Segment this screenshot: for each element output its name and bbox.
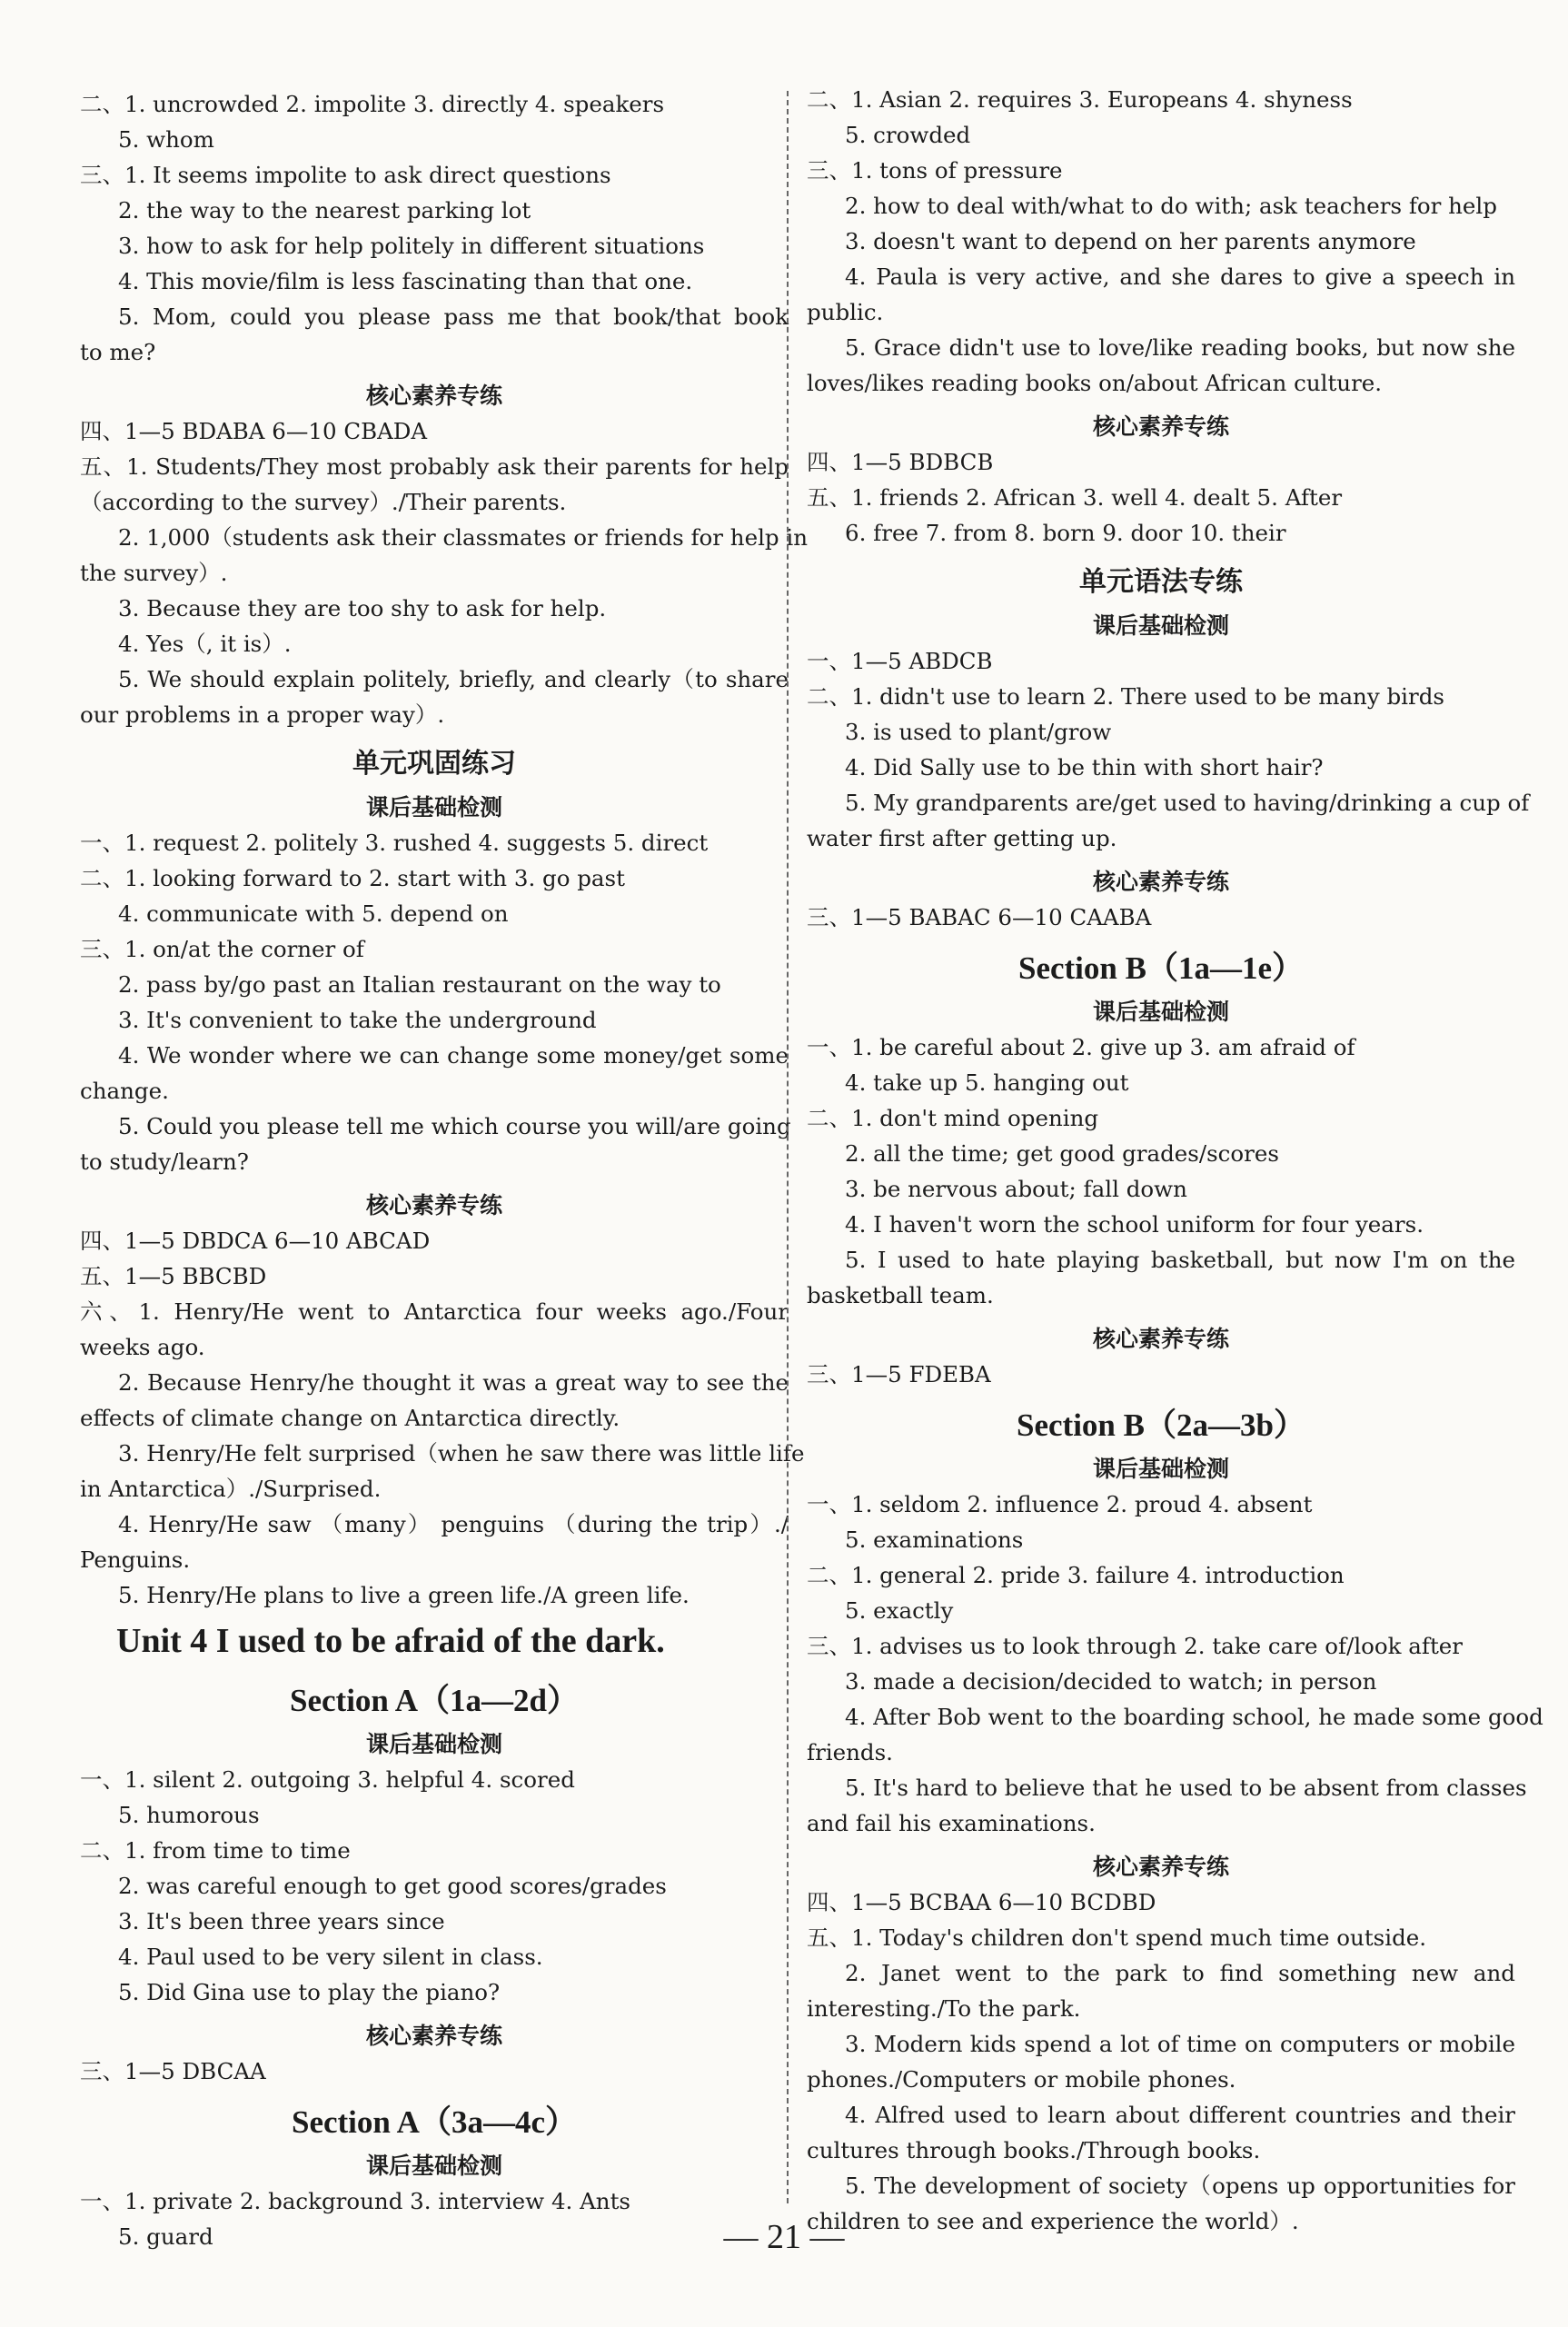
section-subheading: 核心素养专练 [365,383,502,409]
answer-line: weeks ago. [80,1334,205,1360]
answer-line: 4. I haven't worn the school uniform for four years. [845,1211,1424,1238]
answer-line: cultures through books./Through books. [807,2137,1261,2163]
section-title: Section A（1a—2d） [290,1683,579,1718]
answer-line: 4. Yes（, it is）. [118,631,292,657]
answer-line: 二、1. general 2. pride 3. failure 4. introduction [807,1562,1345,1588]
answer-line: water first after getting up. [807,825,1117,851]
answer-line: 二、1. looking forward to 2. start with 3. go past [80,865,625,891]
answer-line: 5. whom [118,126,214,153]
answer-line: 三、1—5 FDEBA [807,1361,991,1387]
answer-line: 5. Could you please tell me which course you will/are going [118,1113,791,1139]
answer-line: 4. take up 5. hanging out [845,1069,1129,1096]
answer-line: 5. humorous [118,1802,260,1828]
answer-line: 6. free 7. from 8. born 9. door 10. their [845,520,1286,546]
answer-line: 三、1. tons of pressure [807,157,1063,184]
answer-line: 2. was careful enough to get good scores/grades [118,1873,667,1899]
answer-line: friends. [807,1739,893,1765]
answer-line: 四、1—5 BCBAA 6—10 BCDBD [807,1889,1156,1915]
answer-line: 5. exactly [845,1597,954,1624]
answer-line: 5. guard [118,2223,213,2250]
answer-line: 5. Mom, could you please pass me that book/that book [118,303,789,330]
answer-line: 2. 1,000（students ask their classmates or friends for help in [118,524,808,551]
answer-line: 四、1—5 BDBCB [807,449,994,475]
answer-line: 一、1—5 ABDCB [807,648,993,674]
answer-line: 4. After Bob went to the boarding school, he made some good [845,1704,1543,1730]
section-subheading: 课后基础检测 [365,2153,502,2179]
answer-line: effects of climate change on Antarctica directly. [80,1405,620,1431]
section-subheading: 核心素养专练 [365,1192,502,1218]
answer-line: 5. I used to hate playing basketball, but now I'm on the [845,1247,1515,1273]
answer-line: 3. doesn't want to depend on her parents anymore [845,228,1416,254]
answer-line: 3. be nervous about; fall down [845,1176,1187,1202]
answer-line: 4. Paul used to be very silent in class. [118,1944,543,1970]
answer-line: 5. Did Gina use to play the piano? [118,1979,501,2005]
section-subheading: 课后基础检测 [1092,999,1229,1025]
answer-line: Penguins. [80,1546,191,1573]
answer-line: 4. Alfred used to learn about different countries and their [845,2102,1515,2128]
answer-line: 5. Henry/He plans to live a green life./A green life. [118,1582,690,1608]
section-title: Section B（1a—1e） [1017,950,1304,986]
answer-line: 二、1. from time to time [80,1837,351,1864]
answer-line: interesting./To the park. [807,1995,1081,2022]
answer-line: 五、1—5 BBCBD [80,1263,267,1289]
answer-line: 2. how to deal with/what to do with; ask teachers for help [845,193,1497,219]
answer-line: 二、1. Asian 2. requires 3. Europeans 4. shyness [807,86,1353,113]
answer-line: 2. pass by/go past an Italian restaurant on the way to [118,971,721,998]
answer-line: 一、1. be careful about 2. give up 3. am afraid of [807,1034,1355,1060]
section-subheading: 核心素养专练 [1092,413,1229,440]
answer-line: 2. the way to the nearest parking lot [118,197,531,224]
page-number: — 21 — [723,2218,845,2256]
answer-line: 3. Because they are too shy to ask for help. [118,595,607,622]
section-subheading: 核心素养专练 [1092,869,1229,895]
answer-line: phones./Computers or mobile phones. [807,2066,1236,2093]
answer-line: 一、1. silent 2. outgoing 3. helpful 4. scored [80,1766,575,1793]
answer-line: change. [80,1078,169,1104]
answer-line: 三、1—5 BABAC 6—10 CAABA [807,904,1152,930]
answer-line: 三、1. It seems impolite to ask direct questions [80,162,611,188]
answer-line: 四、1—5 BDABA 6—10 CBADA [80,418,428,444]
answer-line: 2. all the time; get good grades/scores [845,1140,1279,1167]
answer-line: 5. It's hard to believe that he used to be absent from classes [845,1775,1527,1801]
answer-line: 5. We should explain politely, briefly, and clearly（to share [118,666,789,692]
section-subheading: 核心素养专练 [1092,1854,1229,1880]
answer-line: 2. Because Henry/he thought it was a great way to see the [118,1369,789,1396]
answer-line: 3. made a decision/decided to watch; in person [845,1668,1377,1695]
answer-line: 3. how to ask for help politely in different situations [118,233,705,259]
answer-line: loves/likes reading books on/about African culture. [807,370,1383,396]
answer-line: 三、1. on/at the corner of [80,936,364,962]
answer-line: 3. It's convenient to take the underground [118,1007,597,1033]
answer-line: 4. Did Sally use to be thin with short hair? [845,754,1324,781]
answer-line: 4. Henry/He saw （many） penguins （during the trip）./ [118,1511,789,1537]
section-subheading: 课后基础检测 [1092,612,1229,639]
section-subheading: 课后基础检测 [1092,1456,1229,1482]
answer-line: 二、1. uncrowded 2. impolite 3. directly 4. speakers [80,91,665,117]
answer-line: 5. crowded [845,122,971,148]
answer-line: our problems in a proper way）. [80,701,445,728]
answer-line: 二、1. didn't use to learn 2. There used to be many birds [807,683,1444,710]
unit-title: Unit 4 I used to be afraid of the dark. [116,1622,665,1660]
answer-line: 5. examinations [845,1526,1024,1553]
answer-line: 4. communicate with 5. depend on [118,900,509,927]
answer-line: 五、1. Students/They most probably ask their parents for help [80,453,789,480]
section-heading: 单元巩固练习 [352,748,516,780]
column-divider [787,91,789,2203]
answer-line: to me? [80,339,156,365]
answer-line: 5. Grace didn't use to love/like reading books, but now she [845,334,1515,361]
section-title: Section B（2a—3b） [1017,1407,1305,1443]
answer-line: 3. Henry/He felt surprised（when he saw there was little life [118,1440,805,1467]
answer-line: 3. is used to plant/grow [845,719,1112,745]
section-subheading: 核心素养专练 [365,2023,502,2049]
answer-line: 4. Paula is very active, and she dares to give a speech in [845,264,1515,290]
answer-line: 一、1. seldom 2. influence 2. proud 4. absent [807,1491,1313,1517]
answer-line: 3. It's been three years since [118,1908,445,1934]
answer-line: 五、1. Today's children don't spend much time outside. [807,1924,1427,1951]
section-heading: 单元语法专练 [1079,566,1243,598]
answer-line: to study/learn? [80,1149,249,1175]
answer-line: 2. Janet went to the park to find something new and [845,1960,1515,1986]
answer-line: 4. This movie/film is less fascinating than that one. [118,268,693,294]
answer-line: 3. Modern kids spend a lot of time on computers or mobile [845,2031,1515,2057]
answer-line: 二、1. don't mind opening [807,1105,1099,1131]
answer-line: 六、1. Henry/He went to Antarctica four weeks ago./Four [80,1298,789,1325]
answer-line: 5. My grandparents are/get used to having/drinking a cup of [845,790,1530,816]
answer-line: 三、1. advises us to look through 2. take care of/look after [807,1633,1464,1659]
answer-line: （according to the survey）./Their parents. [80,489,567,515]
answer-line: public. [807,299,884,325]
answer-line: in Antarctica）./Surprised. [80,1476,382,1502]
section-title: Section A（3a—4c） [291,2104,577,2140]
answer-line: 4. We wonder where we can change some money/get some [118,1042,789,1069]
answer-line: and fail his examinations. [807,1810,1096,1836]
section-subheading: 课后基础检测 [365,794,502,820]
answer-line: 三、1—5 DBCAA [80,2058,266,2084]
answer-line: 一、1. request 2. politely 3. rushed 4. suggests 5. direct [80,830,709,856]
answer-line: 一、1. private 2. background 3. interview 4. Ants [80,2188,630,2214]
answer-line: the survey）. [80,560,228,586]
answer-line: 5. The development of society（opens up opportunities for [845,2173,1515,2199]
answer-line: 四、1—5 DBDCA 6—10 ABCAD [80,1228,431,1254]
answer-line: children to see and experience the world）. [807,2208,1299,2234]
section-subheading: 核心素养专练 [1092,1326,1229,1352]
answer-line: 五、1. friends 2. African 3. well 4. dealt 5. After [807,484,1343,511]
section-subheading: 课后基础检测 [365,1731,502,1757]
answer-line: basketball team. [807,1282,994,1308]
